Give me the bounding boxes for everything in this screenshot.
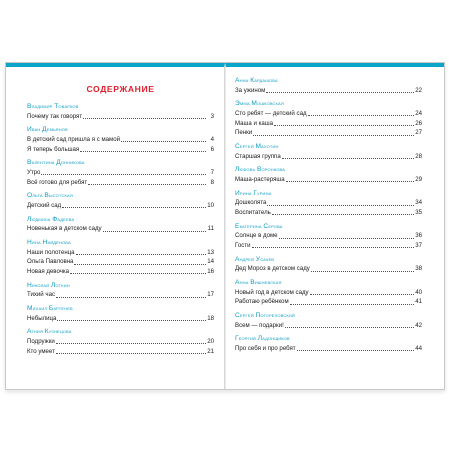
- toc-entry-page: 44: [415, 344, 422, 352]
- toc-entry: [235, 175, 422, 185]
- toc-author-group: [235, 255, 422, 274]
- toc-entry-page: 13: [207, 248, 214, 256]
- author-first-initial: С: [235, 142, 240, 150]
- author-last-initial: Г: [253, 189, 258, 197]
- toc-column-right: [235, 76, 422, 354]
- toc-author-group: [27, 281, 214, 300]
- toc-dot-leader: [311, 271, 414, 272]
- toc-entry-page: 34: [415, 199, 422, 207]
- toc-entry-page: 29: [415, 175, 422, 183]
- toc-entry-title: Всё готово для ребят: [27, 178, 88, 186]
- toc-entry-page: 16: [207, 267, 214, 275]
- toc-entry-title: Старшая группа: [235, 152, 281, 160]
- author-first-name: ван: [31, 127, 41, 134]
- toc-author-group: [235, 189, 422, 218]
- author-last-name: онникова: [60, 160, 85, 167]
- toc-entry-page: 27: [415, 129, 422, 137]
- author-first-initial: А: [27, 328, 32, 336]
- author-first-initial: С: [235, 311, 240, 319]
- author-last-initial: Л: [257, 335, 263, 343]
- toc-entry-title: Новый год в детском саду: [235, 288, 309, 296]
- toc-dot-leader: [57, 320, 206, 321]
- author-last-initial: К: [44, 328, 49, 336]
- author-first-name: еоргий: [238, 336, 256, 343]
- toc-author: [235, 76, 422, 86]
- toc-entry-title: Воспитатель: [235, 208, 271, 216]
- toc-entry-title: Новая девочка: [27, 267, 70, 275]
- toc-dot-leader: [83, 118, 206, 119]
- author-first-initial: Л: [27, 215, 32, 223]
- author-first-name: ина: [31, 240, 41, 247]
- toc-dot-leader: [285, 327, 414, 328]
- toc-author-group: [27, 191, 214, 210]
- toc-entry-title: За ужином: [235, 86, 266, 94]
- author-last-initial: У: [255, 255, 261, 263]
- toc-entry-page: 18: [207, 314, 214, 322]
- toc-entry-title: Тихий час: [27, 291, 56, 299]
- toc-entry-page: 4: [210, 135, 214, 143]
- toc-author-group: [27, 125, 214, 154]
- toc-entry-title: Сто ребят — детский сад: [235, 109, 307, 117]
- toc-entry: [27, 290, 214, 300]
- author-first-name: ладимир: [31, 104, 53, 110]
- toc-entry-title: Утро: [27, 168, 41, 176]
- toc-entry-page: 38: [415, 265, 422, 273]
- toc-entry: [27, 201, 214, 211]
- toc-entry: [235, 208, 422, 218]
- author-first-initial: Г: [235, 335, 239, 343]
- author-last-initial: К: [250, 77, 255, 84]
- author-first-initial: В: [27, 159, 32, 167]
- author-last-initial: Т: [54, 103, 59, 110]
- toc-entry: [235, 152, 422, 162]
- toc-author-group: [235, 334, 422, 353]
- toc-entry: [235, 109, 422, 119]
- toc-author: [235, 334, 422, 344]
- toc-entry-page: 11: [207, 225, 214, 233]
- author-last-initial: Б: [48, 305, 54, 312]
- toc-author: [235, 99, 422, 109]
- toc-entry-page: 21: [207, 347, 214, 355]
- author-first-name: иколай: [31, 282, 50, 289]
- toc-entry: [235, 288, 422, 298]
- toc-entry-title: Солнце в доме: [235, 232, 278, 240]
- toc-entry-page: 3: [210, 112, 214, 120]
- author-last-name: ошковская: [257, 101, 284, 108]
- toc-dot-leader: [80, 151, 206, 152]
- toc-dot-leader: [286, 181, 414, 182]
- toc-dot-leader: [103, 231, 206, 232]
- author-first-name: ихаил: [32, 306, 48, 312]
- toc-dot-leader: [70, 273, 206, 274]
- left-page: [6, 63, 225, 389]
- toc-entry-title: Про себя и про ребят: [235, 344, 296, 352]
- toc-entry: [27, 314, 214, 324]
- author-first-initial: Н: [27, 281, 32, 289]
- toc-author: [235, 278, 422, 288]
- toc-author: [27, 281, 214, 291]
- toc-dot-leader: [41, 174, 206, 175]
- toc-entry-title: Небылица: [27, 314, 57, 322]
- author-first-initial: Е: [235, 222, 240, 230]
- toc-dot-leader: [62, 207, 206, 208]
- toc-author: [27, 215, 214, 225]
- toc-entry: [27, 145, 214, 155]
- toc-author-group: [235, 142, 422, 161]
- toc-entry-title: Кто умеет: [27, 347, 55, 355]
- left-page-content: [27, 79, 214, 360]
- author-last-name: емьянов: [46, 127, 68, 134]
- toc-author: [235, 142, 422, 152]
- toc-entry-page: 20: [207, 337, 214, 345]
- toc-entry: [27, 178, 214, 188]
- author-first-name: ергей: [239, 312, 254, 319]
- author-last-name: адеева: [57, 216, 75, 223]
- toc-author: [235, 222, 422, 232]
- toc-entry-title: Маша и каша: [235, 119, 274, 127]
- toc-author: [27, 102, 214, 112]
- toc-entry: [235, 119, 422, 129]
- author-last-initial: Д: [56, 159, 61, 167]
- author-last-name: ахотин: [261, 143, 279, 150]
- toc-entry: [235, 128, 422, 138]
- toc-author-group: [235, 311, 422, 330]
- toc-author: [27, 327, 214, 337]
- toc-dot-leader: [56, 343, 206, 344]
- toc-entry-title: Всем — подарки!: [235, 321, 284, 329]
- toc-entry-title: Наши полотенца: [27, 248, 75, 256]
- toc-author-group: [27, 215, 214, 234]
- toc-dot-leader: [272, 214, 414, 215]
- author-first-name: льга: [32, 193, 43, 200]
- author-last-name: огореловский: [260, 312, 295, 319]
- toc-entry-page: 26: [415, 119, 422, 127]
- toc-entry: [235, 321, 422, 331]
- toc-entry: [27, 112, 214, 122]
- toc-entry: [235, 198, 422, 208]
- toc-entry-title: Дошколята: [235, 199, 267, 207]
- toc-dot-leader: [290, 304, 414, 305]
- toc-entry: [27, 248, 214, 258]
- toc-author-group: [235, 99, 422, 137]
- author-last-initial: М: [251, 100, 258, 108]
- author-last-initial: Д: [42, 126, 47, 134]
- author-last-name: оварков: [58, 104, 79, 110]
- author-first-initial: М: [27, 305, 33, 312]
- author-last-initial: П: [255, 311, 261, 319]
- toc-author: [27, 238, 214, 248]
- author-last-initial: В: [44, 192, 49, 200]
- author-last-name: откин: [55, 282, 70, 289]
- toc-entry-title: Подружки: [27, 337, 55, 345]
- toc-entry-title: Пенки: [235, 129, 253, 137]
- toc-entry-title: В детский сад пришла я с мамой: [27, 135, 121, 143]
- toc-entry-page: 7: [210, 168, 214, 176]
- toc-dot-leader: [279, 238, 414, 239]
- author-first-name: юдмила: [31, 216, 51, 223]
- author-first-name: гния: [31, 329, 43, 336]
- toc-dot-leader: [56, 353, 206, 354]
- author-first-name: ндрей: [239, 256, 255, 263]
- toc-author: [27, 158, 214, 168]
- author-last-name: айдёнова: [47, 240, 71, 247]
- toc-dot-leader: [282, 158, 414, 159]
- author-last-name: ысотская: [48, 193, 73, 200]
- toc-entry-page: 14: [207, 258, 214, 266]
- author-first-initial: А: [235, 279, 240, 286]
- right-page: [225, 63, 444, 389]
- toc-author-group: [27, 158, 214, 187]
- toc-entry-page: 8: [210, 178, 214, 186]
- toc-entry-page: 6: [210, 145, 214, 153]
- toc-title: СОДЕРЖАНИЕ: [86, 84, 155, 94]
- author-first-initial: Э: [235, 100, 240, 108]
- toc-dot-leader: [74, 264, 206, 265]
- author-last-name: артенев: [53, 306, 73, 312]
- author-first-name: нна: [239, 280, 249, 286]
- author-first-initial: О: [27, 192, 33, 200]
- toc-author-group: [235, 76, 422, 95]
- toc-entry: [235, 86, 422, 96]
- toc-entry-title: Гости: [235, 241, 251, 249]
- author-first-initial: Н: [27, 239, 32, 247]
- toc-author-group: [27, 102, 214, 121]
- toc-entry: [27, 347, 214, 357]
- toc-entry-title: Я теперь большая: [27, 145, 80, 153]
- author-last-initial: Ф: [52, 215, 58, 223]
- toc-entry-page: 41: [415, 298, 422, 306]
- author-last-name: урина: [257, 190, 272, 197]
- author-first-initial: И: [27, 126, 32, 134]
- toc-entry-title: Новенькая в детском саду: [27, 225, 102, 233]
- right-page-content: [235, 76, 422, 358]
- author-last-initial: Л: [50, 281, 56, 289]
- toc-entry-title: Дед Мороз в детском саду: [235, 265, 310, 273]
- toc-author: [235, 255, 422, 265]
- author-last-initial: В: [256, 166, 262, 174]
- author-first-name: нна: [239, 78, 249, 84]
- toc-entry: [27, 168, 214, 178]
- author-first-initial: Л: [235, 166, 240, 174]
- author-last-name: сачёв: [260, 256, 275, 263]
- toc-entry: [235, 264, 422, 274]
- toc-entry-page: 28: [415, 152, 422, 160]
- toc-entry-title: Ольга Павловна: [27, 258, 74, 266]
- toc-entry: [27, 257, 214, 267]
- author-first-name: рина: [239, 190, 252, 197]
- toc-entry-page: 35: [415, 208, 422, 216]
- toc-dot-leader: [76, 254, 206, 255]
- toc-entry: [27, 224, 214, 234]
- toc-entry: [235, 344, 422, 354]
- toc-entry-page: 36: [415, 232, 422, 240]
- author-last-initial: С: [263, 222, 269, 230]
- toc-entry-page: 40: [415, 288, 422, 296]
- toc-dot-leader: [88, 184, 206, 185]
- author-last-name: ишневская: [254, 280, 282, 286]
- toc-author-group: [27, 304, 214, 323]
- author-last-name: ардашова: [254, 78, 278, 84]
- toc-entry: [27, 135, 214, 145]
- author-first-name: юбовь: [239, 167, 256, 174]
- author-last-name: узнецова: [48, 329, 72, 336]
- toc-author-group: [235, 278, 422, 307]
- toc-entry: [235, 231, 422, 241]
- toc-dot-leader: [274, 125, 414, 126]
- toc-dot-leader: [267, 205, 414, 206]
- toc-entry: [235, 241, 422, 251]
- toc-author: [27, 125, 214, 135]
- toc-entry-page: 17: [207, 291, 214, 299]
- toc-dot-leader: [297, 350, 414, 351]
- toc-author: [235, 311, 422, 321]
- toc-column-left: [27, 102, 214, 356]
- toc-entry-page: 24: [415, 109, 422, 117]
- toc-entry-page: 42: [415, 321, 422, 329]
- toc-dot-leader: [121, 141, 206, 142]
- toc-entry-page: 22: [415, 86, 422, 94]
- author-last-initial: В: [250, 279, 255, 286]
- toc-dot-leader: [266, 92, 414, 93]
- toc-entry-title: Маша-растеряша: [235, 175, 285, 183]
- author-first-name: мма: [239, 101, 250, 108]
- author-first-initial: И: [235, 189, 240, 197]
- toc-author: [27, 191, 214, 201]
- toc-author: [235, 165, 422, 175]
- toc-author: [27, 304, 214, 314]
- author-first-name: алентина: [31, 160, 55, 167]
- toc-dot-leader: [310, 294, 414, 295]
- toc-dot-leader: [253, 135, 414, 136]
- author-last-name: адонщиков: [262, 336, 290, 343]
- author-first-initial: А: [235, 77, 240, 84]
- toc-dot-leader: [252, 247, 414, 248]
- author-last-initial: М: [255, 142, 262, 150]
- toc-author-group: [235, 165, 422, 184]
- author-first-name: ергей: [239, 143, 254, 150]
- toc-entry: [27, 267, 214, 277]
- author-first-name: катерина: [239, 223, 262, 230]
- author-last-name: ерова: [268, 223, 283, 230]
- toc-entry-title: Детский сад: [27, 201, 62, 209]
- toc-author-group: [235, 222, 422, 251]
- toc-dot-leader: [308, 115, 414, 116]
- toc-entry-title: Работаю ребёнком: [235, 298, 289, 306]
- toc-entry-page: 37: [415, 241, 422, 249]
- toc-entry-title: Почему так говорят: [27, 112, 83, 120]
- author-last-initial: Н: [42, 239, 48, 247]
- toc-entry: [235, 297, 422, 307]
- toc-entry-page: 10: [207, 201, 214, 209]
- author-first-initial: А: [235, 255, 240, 263]
- toc-entry: [27, 337, 214, 347]
- toc-author-group: [27, 327, 214, 356]
- toc-author: [235, 189, 422, 199]
- author-last-name: оронкова: [261, 167, 286, 174]
- author-first-initial: В: [27, 103, 32, 110]
- toc-dot-leader: [56, 297, 206, 298]
- book-spread: [5, 62, 445, 390]
- toc-author-group: [27, 238, 214, 276]
